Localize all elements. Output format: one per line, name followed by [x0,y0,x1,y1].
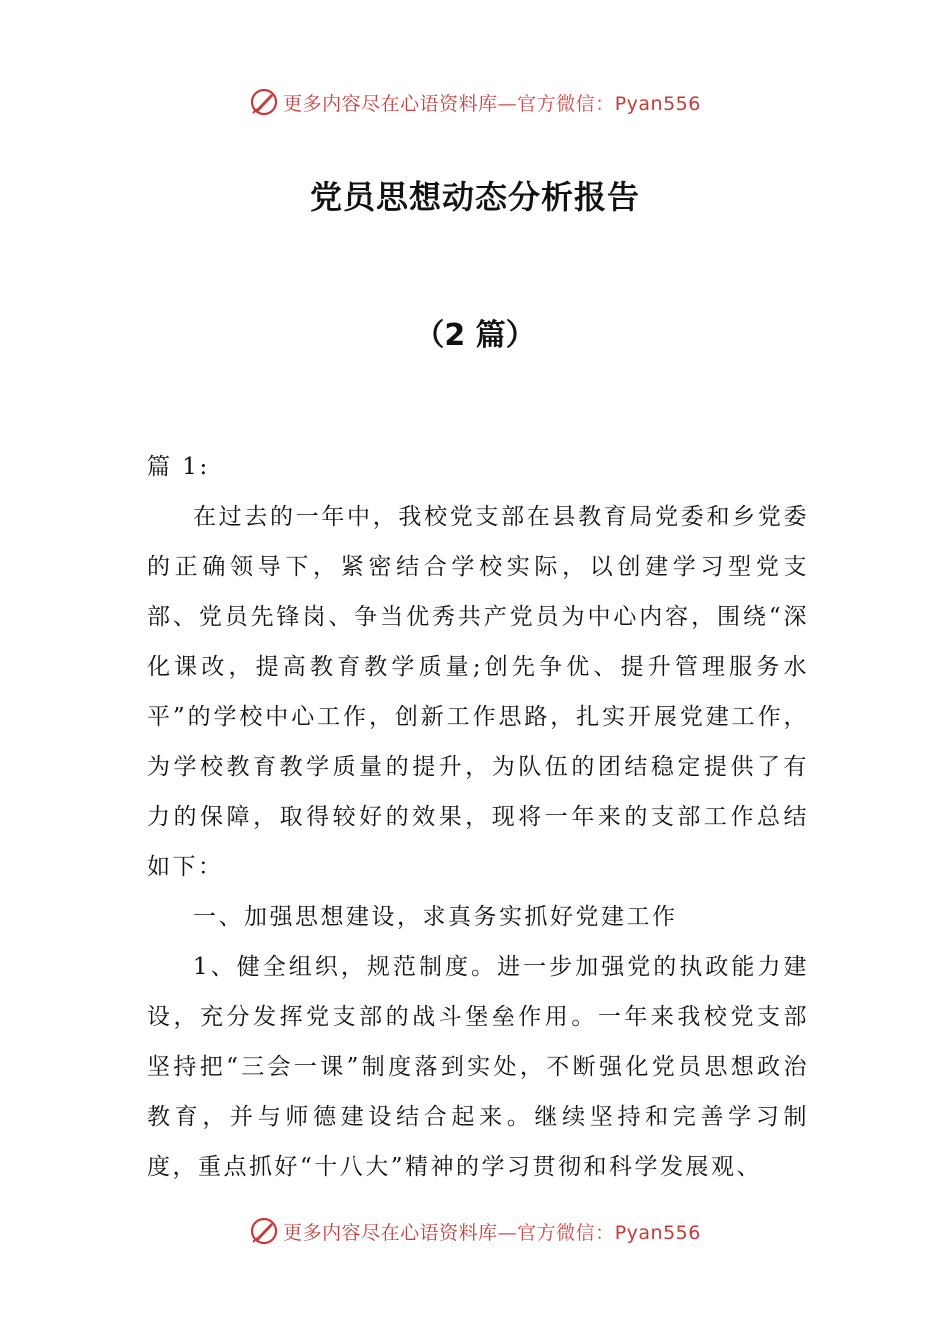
section-heading: 一、加强思想建设，求真务实抓好党建工作 [193,904,678,930]
document-body [147,442,809,1192]
watermark-text: 更多内容尽在心语资料库—官方微信：Pyan556 [283,1221,701,1244]
section-label: 篇 1: [147,454,210,480]
watermark-header [0,84,950,120]
paragraph: 在过去的一年中，我校党支部在县教育局党委和乡党委的正确领导下，紧密结合学校实际，以创建学习型党支部、党员先锋岗、争当优秀共产党员为中心内容，围绕“深化课改，提高教育教学质量;创先争优、提升管理服务水平”的学校中心工作，创新工作思路，扎实开展党建工作，为学校教育教学质量的提升，为队伍的团结稳定提供了有力的保障，取得较好的效果，现将一年来的支部工作总结如下： [147,504,809,880]
quill-logo-icon [249,87,279,117]
document-title: 党员思想动态分析报告 [309,178,640,216]
paragraph: 1、健全组织，规范制度。进一步加强党的执政能力建设，充分发挥党支部的战斗堡垒作用。一年来我校党支部坚持把“三会一课”制度落到实处，不断强化党员思想政治教育，并与师德建设结合起来。继续坚持和完善学习制度，重点抓好“十八大”精神的学习贯彻和科学发展观、 [147,954,809,1180]
watermark-text: 更多内容尽在心语资料库—官方微信：Pyan556 [283,92,701,115]
quill-logo-icon [249,1216,279,1246]
document-subtitle: （2 篇） [414,318,536,353]
watermark-footer [0,1213,950,1249]
